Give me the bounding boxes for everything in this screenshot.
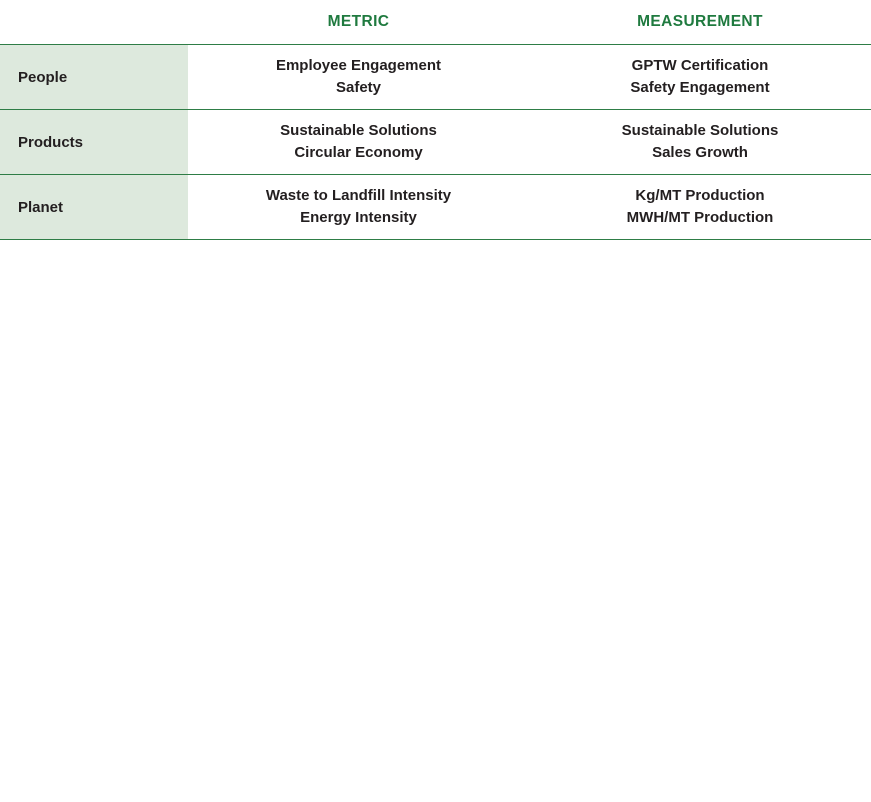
metric-line: Circular Economy [294,144,423,161]
measurement-line: Sustainable Solutions [621,121,779,139]
row-measurement-people [529,45,871,110]
metrics-table-container [0,0,871,240]
metric-line: Sustainable Solutions [280,121,437,139]
column-header-metric: METRIC [188,0,529,45]
row-category-products: Products [0,110,188,175]
metric-line: Safety [335,79,382,96]
row-metric-people [188,45,529,110]
measurement-line: Safety Engagement [630,79,770,96]
table-row [0,110,871,175]
column-header-category [0,0,188,45]
row-category-people: People [0,45,188,110]
row-metric-planet [188,175,529,240]
measurement-line: Sales Growth [652,144,748,161]
column-header-measurement: MEASUREMENT [529,0,871,45]
metric-line: Waste to Landfill Intensity [265,186,452,204]
row-measurement-products [529,110,871,175]
page-whitespace [0,240,871,800]
metrics-table [0,0,871,240]
table-row [0,45,871,110]
metric-line: Energy Intensity [300,209,417,226]
row-category-planet: Planet [0,175,188,240]
table-row [0,175,871,240]
measurement-line: MWH/MT Production [626,209,774,226]
table-header-row [0,0,871,45]
table-header [0,0,871,45]
measurement-line: Kg/MT Production [635,186,765,204]
table-body [0,45,871,240]
metric-line: Employee Engagement [275,56,442,74]
measurement-line: GPTW Certification [631,56,769,74]
row-metric-products [188,110,529,175]
row-measurement-planet [529,175,871,240]
